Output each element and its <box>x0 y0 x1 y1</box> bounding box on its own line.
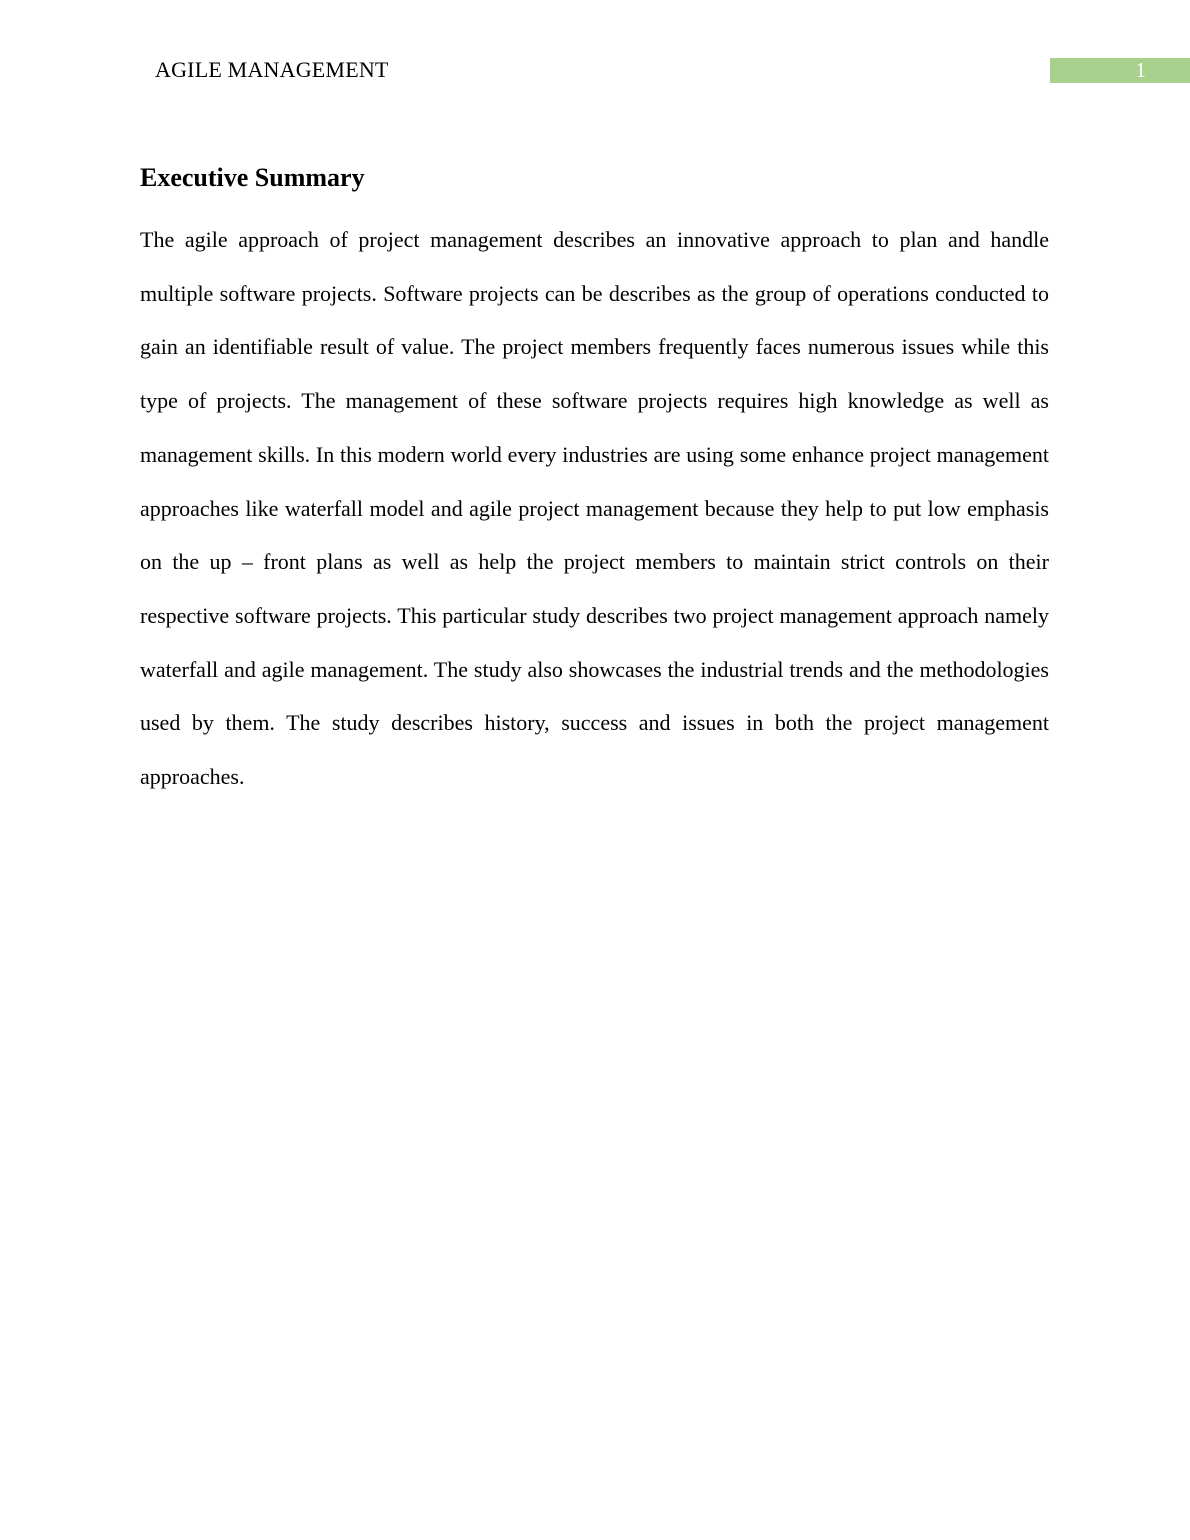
running-head: AGILE MANAGEMENT <box>155 57 389 82</box>
page-number-bar <box>1050 58 1190 83</box>
body-paragraph: The agile approach of project management describes an innovative approach to plan and handle multiple software projects. Software projects can be describes as the group of operations conducted to gain an identifiable result of value. The project members frequently faces numerous issues while this type of projects. The management of these software projects requires high knowledge as well as management skills. In this modern world every industries are using some enhance project management approaches like waterfall model and agile project management because they help to put low emphasis on the up – front plans as well as help the project members to maintain strict controls on their respective software projects. This particular study describes two project management approach namely waterfall and agile management. The study also showcases the industrial trends and the methodologies used by them. The study describes history, success and issues in both the project management approaches. <box>140 227 1049 790</box>
section-heading: Executive Summary <box>140 163 365 192</box>
page-number: 1 <box>1135 58 1146 82</box>
